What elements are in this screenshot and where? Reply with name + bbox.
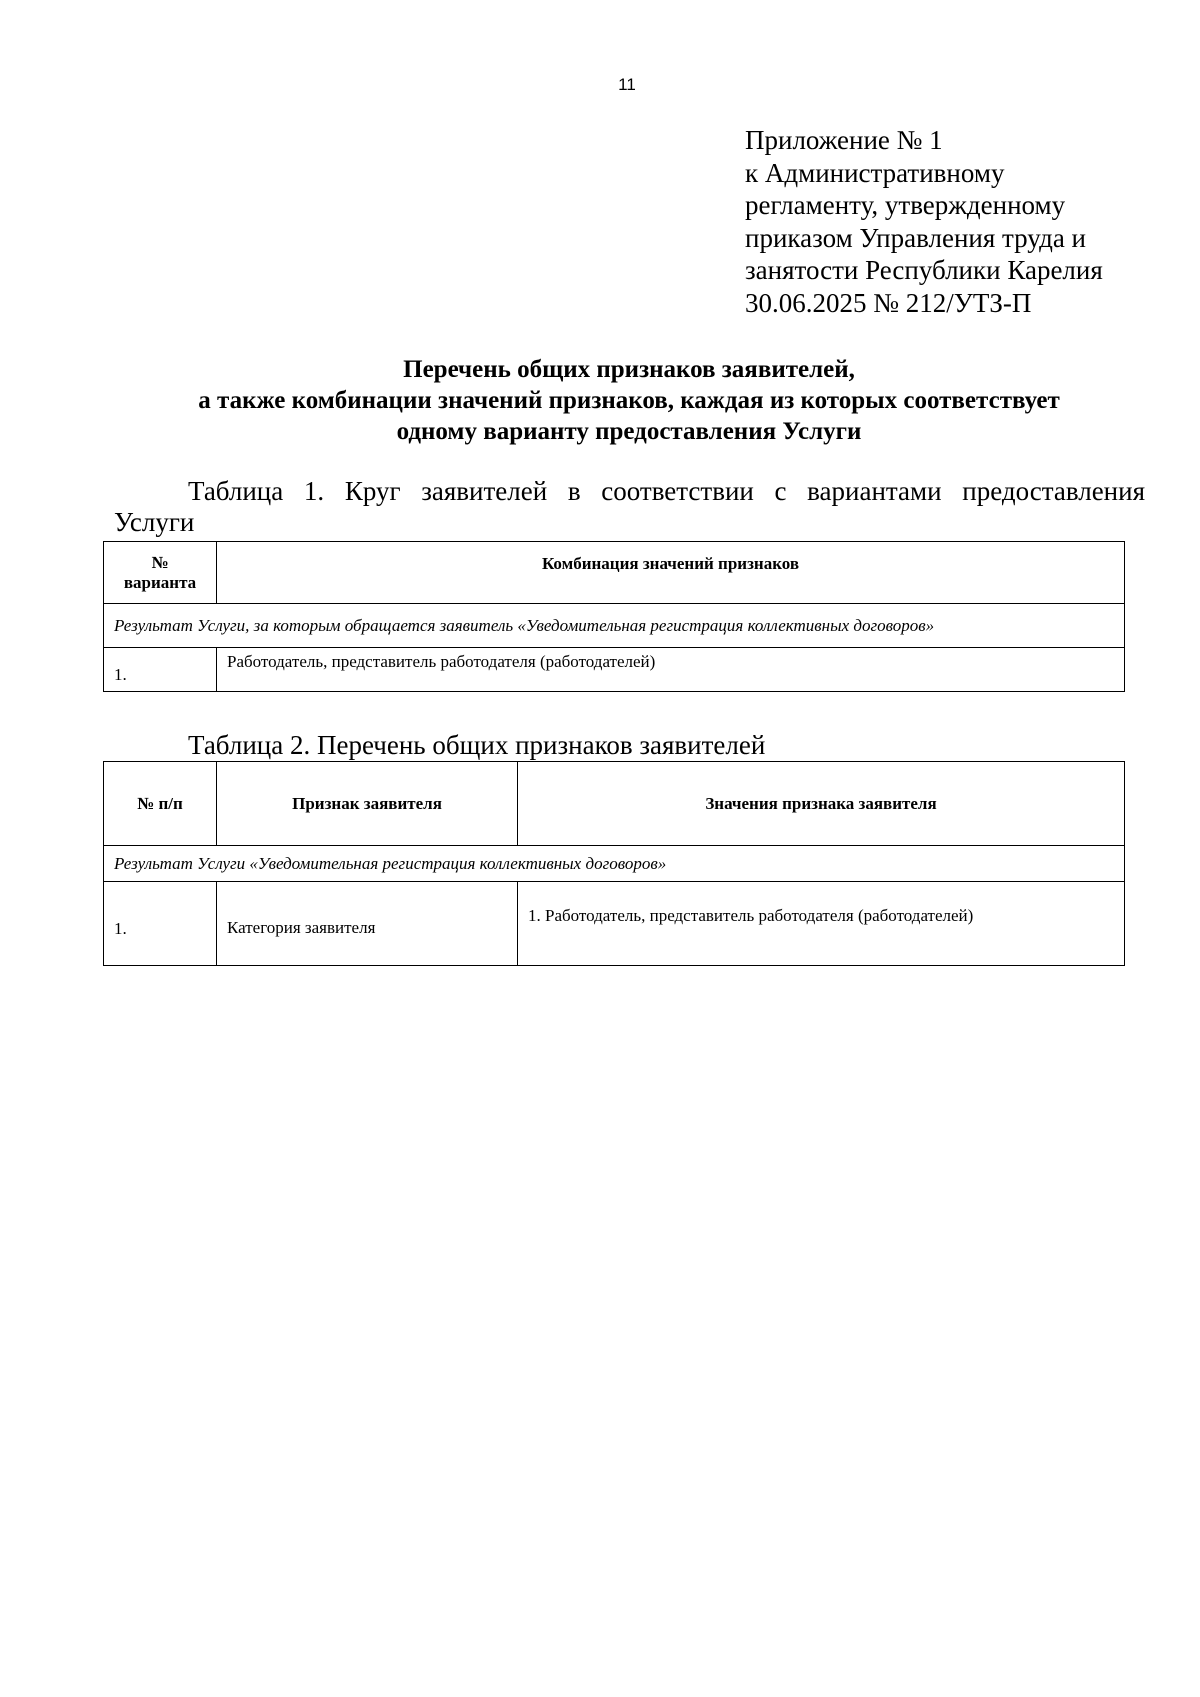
appendix-line: занятости Республики Карелия [745, 255, 1103, 285]
table2-row-values: 1. Работодатель, представитель работодателя (работодателей) [518, 882, 1125, 966]
document-title [104, 354, 1154, 447]
appendix-line: Приложение № 1 [745, 125, 943, 155]
table2-caption: Таблица 2. Перечень общих признаков заявителей [188, 730, 766, 760]
table1-header-combination: Комбинация значений признаков [217, 542, 1125, 604]
table-row [104, 648, 1125, 692]
table1-header-num-line2: варианта [123, 572, 197, 592]
table1-caption-line1: Таблица 1. Круг заявителей в соответствии с вариантами предоставления [188, 476, 1145, 506]
table2-header-row [104, 762, 1125, 846]
appendix-line: приказом Управления труда и [745, 222, 1087, 253]
table2-row-attribute: Категория заявителя [217, 882, 518, 966]
table2-result-text: Результат Услуги «Уведомительная регистрация коллективных договоров» [104, 846, 1125, 882]
table1-caption-line2: Услуги [114, 507, 195, 537]
title-line: Перечень общих признаков заявителей, [403, 356, 855, 383]
table1-result-text: Результат Услуги, за которым обращается заявитель «Уведомительная регистрация коллективных договоров» [104, 604, 1125, 648]
title-line: одному варианту предоставления Услуги [396, 418, 862, 445]
table2-header-num: № п/п [104, 762, 217, 846]
title-line: а также комбинации значений признаков, каждая из которых соответствует [198, 387, 1060, 414]
table2-row-num: 1. [104, 882, 217, 966]
table1-row-value: Работодатель, представитель работодателя (работодателей) [217, 648, 1125, 692]
table1-header-row [104, 542, 1125, 604]
table2-header-values: Значения признака заявителя [518, 762, 1125, 846]
table-row [104, 882, 1125, 966]
table1-header-num-line1: № [151, 552, 169, 572]
appendix-line: 30.06.2025 № 212/УТЗ-П [745, 287, 1032, 318]
table1 [103, 541, 1125, 692]
table1-result-row [104, 604, 1125, 648]
table1-header-num [104, 542, 217, 604]
appendix-line: к Административному [745, 157, 1005, 188]
appendix-reference [745, 124, 1103, 319]
table1-row-num: 1. [104, 648, 217, 692]
table2-header-attribute: Признак заявителя [217, 762, 518, 846]
table2-result-row [104, 846, 1125, 882]
page-number: 11 [618, 75, 636, 94]
table1-caption [114, 476, 1145, 538]
appendix-line: регламенту, утвержденному [745, 190, 1066, 220]
table2 [103, 761, 1125, 966]
